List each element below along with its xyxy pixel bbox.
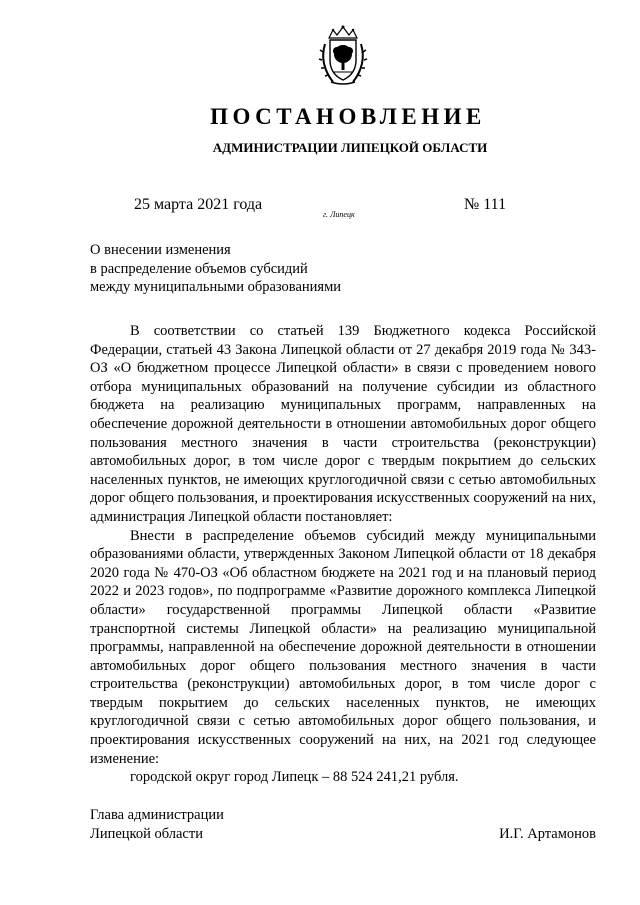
subject-line: в распределение объемов субсидий (90, 260, 308, 277)
subject-line: между муниципальными образованиями (90, 279, 342, 295)
coat-of-arms-emblem (315, 24, 371, 88)
signatory-position: Глава администрации (90, 807, 224, 823)
body-paragraph: Внести в распределение объемов субсидий между муниципальными образованиями области, утвержденных Законом Липецкой области от 18 декабря 2020 года № 470-ОЗ «Об областном бюджете на 2021 год и на плановый период 2022 и 2023 годов», по подпрограмме «Развитие дорожного комплекса Липецкой области» государственной программы Липецкой области «Развитие транспортной системы Липецкой области» на реализацию муниципальной программы, направленной на обеспечение дорожной деятельности в отношении автомобильных дорог общего пользования местного значения в части строительства (реконструкции) автомобильных дорог, в том числе дорог с твердым покрытием до сельских населенных пунктов, не имеющих круглогодичной связи с сетью автомобильных дорог общего пользования, и проектирования искусственных сооружений на них, на 2021 год следующее изменение: (90, 527, 596, 767)
body-paragraph: городской округ город Липецк – 88 524 241,21 рубля. (130, 769, 459, 786)
signatory-name: И.Г. Артамонов (499, 825, 596, 842)
signature-block (90, 806, 596, 843)
document-subtitle: АДМИНИСТРАЦИИ ЛИПЕЦКОЙ ОБЛАСТИ (212, 140, 488, 155)
body-paragraph: В соответствии со статьей 139 Бюджетного кодекса Российской Федерации, статьей 43 Закона Липецкой области от 27 декабря 2019 года № 343-ОЗ «О бюджетном процессе Липецкой области» в связи с проведением нового отбора муниципальных образований на получение субсидии из областного бюджета на реализацию муниципальных программ, направленных на обеспечение дорожной деятельности в отношении автомобильных дорог общего пользования местного значения в части строительства (реконструкции) автомобильных дорог, в том числе дорог с твердым покрытием до сельских населенных пунктов, не имеющих круглогодичной связи с сетью автомобильных дорог общего пользования, и проектирования искусственных сооружений на них, администрация Липецкой области постановляет: (90, 323, 596, 525)
signatory-position: Липецкой области (90, 825, 203, 842)
document-body (90, 322, 596, 787)
document-date: 25 марта 2021 года (134, 196, 263, 213)
subject-line: О внесении изменения (90, 242, 231, 258)
document-city: г. Липецк (323, 210, 355, 219)
document-title: ПОСТАНОВЛЕНИЕ (210, 104, 486, 129)
document-subject (90, 241, 341, 297)
document-number: № 111 (464, 196, 507, 213)
